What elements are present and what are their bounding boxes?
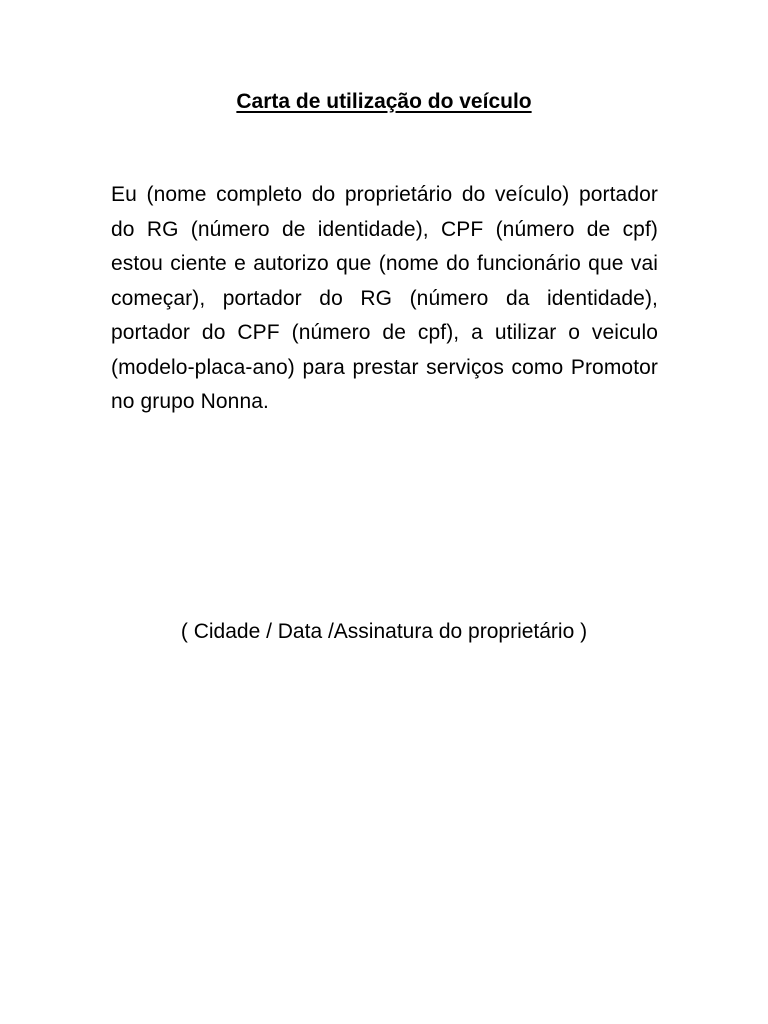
signature-placeholder: ( Cidade / Data /Assinatura do proprietário ): [180, 620, 588, 643]
document-body-paragraph: Eu (nome completo do proprietário do veículo) portador do RG (número de identidade), CPF (número de cpf) estou ciente e autorizo que (nome do funcionário que vai começar), portador do RG (número da identidade), portador do CPF (número de cpf), a utilizar o veiculo (modelo-placa-ano) para prestar serviços como Promotor no grupo Nonna.: [111, 183, 658, 413]
document-title: Carta de utilização do veículo: [236, 90, 532, 113]
